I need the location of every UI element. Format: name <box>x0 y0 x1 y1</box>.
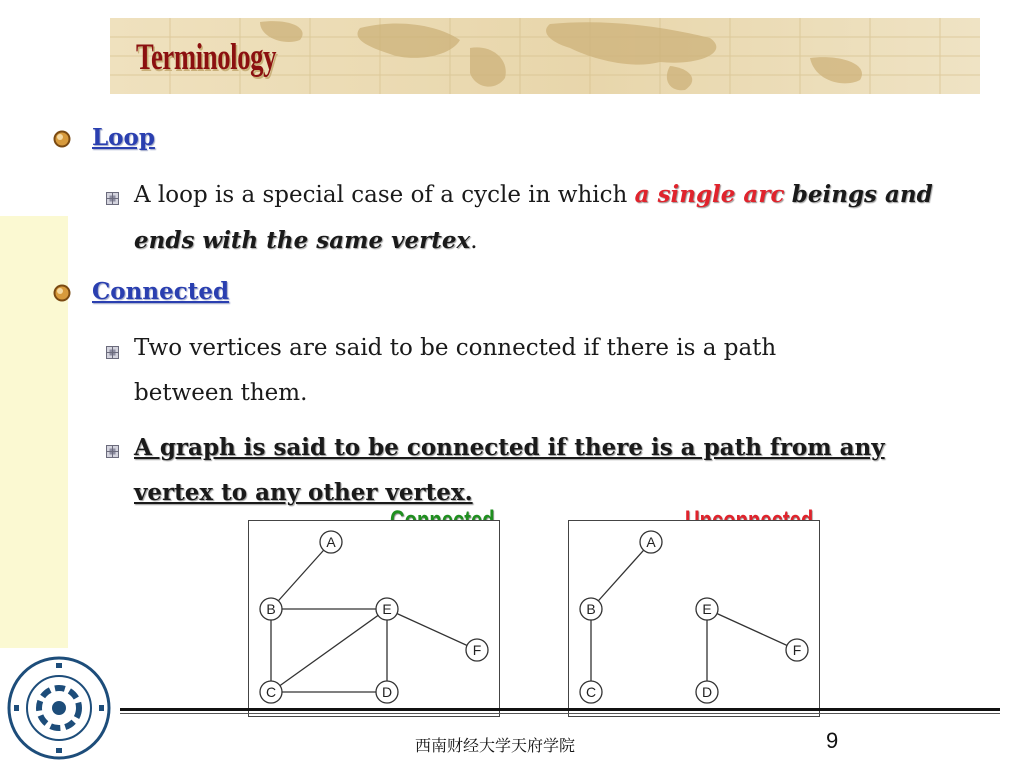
vertex-label-F: F <box>472 642 482 658</box>
slide-title: Terminology <box>136 37 277 78</box>
text-segment: A loop is a special case of a cycle in which <box>134 182 635 208</box>
vertex-label-B: B <box>266 601 276 617</box>
vertex-label-A: A <box>326 534 336 550</box>
edge-E-F <box>387 609 477 650</box>
connected-vertices-definition: Two vertices are said to be connected if there is a path between them. <box>134 335 777 406</box>
connected-graph-diagram <box>248 520 500 717</box>
vertex-label-D: D <box>381 684 393 700</box>
orb-bullet-icon <box>52 283 72 303</box>
connected-graph-definition: A graph is said to be connected if there is a path from any vertex to any other vertex. <box>134 434 885 506</box>
vertex-label-E: E <box>382 601 392 617</box>
text-segment: . <box>470 228 478 254</box>
square-bullet-icon <box>106 346 119 359</box>
edge-A-B <box>271 542 331 609</box>
vertex-label-A: A <box>646 534 656 550</box>
emphasis-same-vertex: beings and ends with the same vertex <box>134 181 933 254</box>
section-heading-connected: Connected <box>92 278 230 305</box>
vertex-label-C: C <box>585 684 597 700</box>
edge-A-B <box>591 542 651 609</box>
vertex-label-B: B <box>586 601 596 617</box>
vertex-label-D: D <box>701 684 713 700</box>
emphasis-single-arc: a single arc <box>634 181 785 208</box>
unconnected-graph-svg <box>569 521 819 716</box>
edge-E-F <box>707 609 797 650</box>
vertex-label-E: E <box>702 601 712 617</box>
edge-C-E <box>271 609 387 692</box>
vertex-label-F: F <box>792 642 802 658</box>
loop-definition <box>134 172 964 264</box>
square-bullet-icon <box>106 445 119 458</box>
square-bullet-icon <box>106 192 119 205</box>
left-accent-panel <box>0 216 68 648</box>
college-seal-logo <box>6 655 112 761</box>
vertex-label-C: C <box>265 684 277 700</box>
page-number: 9 <box>826 728 839 753</box>
orb-bullet-icon <box>52 129 72 149</box>
connected-graph-svg <box>249 521 499 716</box>
footer-rule-thin <box>120 713 1000 714</box>
unconnected-graph-diagram <box>568 520 820 717</box>
institution-name: 西南财经大学天府学院 <box>415 736 576 755</box>
section-heading-loop: Loop <box>92 124 155 151</box>
text-segment <box>784 182 791 208</box>
footer-rule <box>120 708 1000 711</box>
